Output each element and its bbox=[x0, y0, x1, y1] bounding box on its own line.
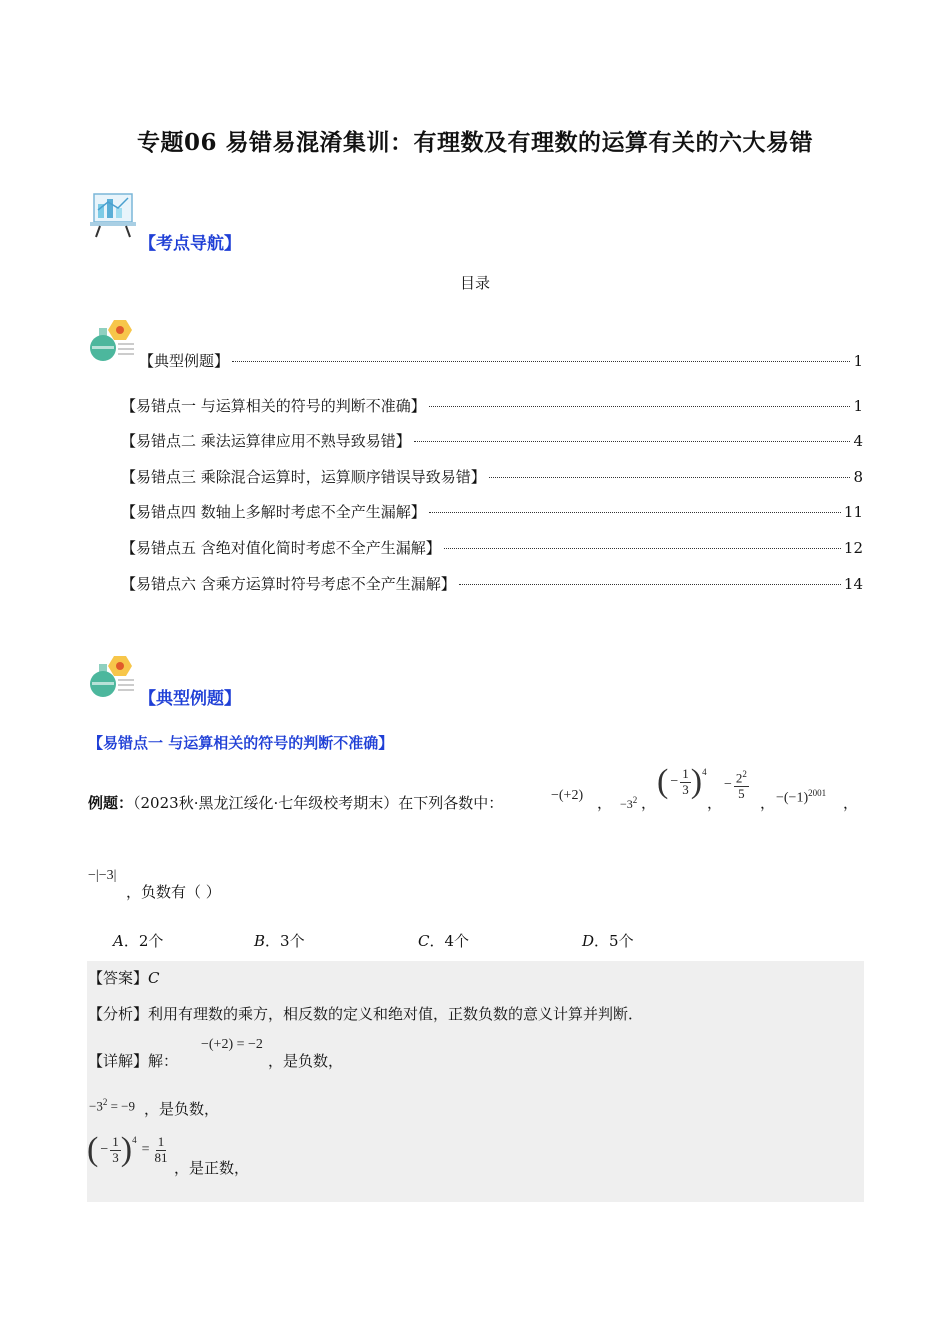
analysis-label: 【分析】 bbox=[88, 1005, 149, 1023]
frac-num: 1 bbox=[682, 766, 689, 782]
detail-label: 【详解】 bbox=[88, 1052, 149, 1070]
example-label bbox=[88, 792, 503, 813]
fraction bbox=[734, 770, 749, 801]
option-d[interactable] bbox=[582, 930, 634, 951]
right-paren: ) bbox=[690, 763, 703, 800]
comma: ， bbox=[707, 794, 723, 812]
left-paren: ( bbox=[87, 1131, 99, 1168]
toc-item-page: 4 bbox=[853, 432, 863, 450]
comma: ， bbox=[760, 794, 776, 812]
analysis-text: 利用有理数的乘方，相反数的定义和绝对值，正数负数的意义计算并判断． bbox=[148, 1005, 644, 1023]
option-text: ．5个 bbox=[594, 932, 634, 950]
toc-item-label: 【典型例题】 bbox=[139, 352, 230, 370]
fraction bbox=[110, 1135, 121, 1165]
frac-num bbox=[734, 770, 749, 787]
page-title: 专题06 易错易混淆集训：有理数及有理数的运算有关的六大易错 bbox=[136, 129, 813, 156]
nav-heading: 【考点导航】 bbox=[139, 234, 241, 254]
option-text: ．4个 bbox=[429, 932, 470, 950]
option-c[interactable] bbox=[418, 930, 469, 951]
answer-label: 【答案】 bbox=[88, 969, 149, 987]
toc-item-page: 11 bbox=[843, 503, 863, 521]
math-base: 2 bbox=[735, 770, 743, 786]
frac-den: 81 bbox=[154, 1149, 168, 1165]
toc-leader-dots bbox=[489, 477, 851, 478]
toc-item-label: 【易错点二 乘法运算律应用不熟导致易错】 bbox=[121, 432, 411, 450]
example-label-text: 例题： bbox=[88, 794, 134, 812]
toc-item-page: 12 bbox=[843, 539, 863, 557]
toc-item-label: 【易错点四 数轴上多解时考虑不全产生漏解】 bbox=[121, 503, 426, 521]
math-exp: 2 bbox=[632, 795, 638, 805]
answer-line bbox=[88, 967, 160, 988]
math-base: −3 bbox=[89, 1098, 103, 1114]
fraction bbox=[154, 1135, 167, 1165]
toc-leader-dots bbox=[414, 441, 851, 442]
math-minus: − bbox=[670, 774, 679, 789]
math-neg-frac-2sq-5 bbox=[724, 770, 749, 801]
toc-item[interactable] bbox=[121, 537, 863, 558]
toc-item-page: 1 bbox=[853, 352, 863, 370]
math-exp: 4 bbox=[702, 767, 707, 777]
math-detail-3 bbox=[87, 1133, 167, 1167]
math-base: −3 bbox=[620, 797, 633, 811]
toc-item-label: 【易错点五 含绝对值化简时考虑不全产生漏解】 bbox=[121, 539, 441, 557]
math-rhs: = −9 bbox=[107, 1098, 136, 1114]
toc-leader-dots bbox=[429, 512, 841, 513]
math-exp: 4 bbox=[132, 1135, 137, 1145]
math-exp: 2 bbox=[742, 769, 747, 779]
detail-1-text: ，是负数， bbox=[268, 1052, 344, 1070]
frac-den: 5 bbox=[738, 785, 745, 801]
toc-leader-dots bbox=[444, 548, 841, 549]
toc-item[interactable] bbox=[121, 395, 863, 416]
math-minus: − bbox=[100, 1142, 109, 1157]
analysis-line bbox=[88, 1003, 643, 1024]
math-neg-neg1-pow2001 bbox=[776, 788, 826, 807]
math-base: −(−1) bbox=[776, 790, 809, 806]
easel-icon bbox=[88, 190, 138, 238]
toc-item[interactable] bbox=[139, 350, 863, 371]
option-letter: C bbox=[418, 932, 430, 950]
toc-item-page: 1 bbox=[853, 397, 863, 415]
toc-item-label: 【易错点六 含乘方运算时符号考虑不全产生漏解】 bbox=[121, 575, 456, 593]
detail-line bbox=[88, 1050, 178, 1071]
toc-item-page: 14 bbox=[843, 575, 863, 593]
right-paren: ) bbox=[120, 1131, 133, 1168]
toc-item[interactable] bbox=[121, 573, 863, 594]
option-letter: B bbox=[254, 932, 266, 950]
math-exp: 2001 bbox=[808, 788, 827, 798]
detail-2-text: ，是负数， bbox=[144, 1100, 220, 1118]
answer-value: C bbox=[148, 969, 160, 987]
left-paren: ( bbox=[657, 763, 669, 800]
option-letter: D bbox=[582, 932, 595, 950]
math-equals: = bbox=[141, 1142, 150, 1157]
option-b[interactable] bbox=[254, 930, 305, 951]
frac-den: 3 bbox=[112, 1149, 119, 1165]
toc-leader-dots bbox=[232, 361, 850, 362]
math-neg3-squared bbox=[620, 795, 637, 812]
toc-item-label: 【易错点一 与运算相关的符号的判断不准确】 bbox=[121, 397, 426, 415]
frac-num: 1 bbox=[112, 1134, 119, 1150]
fraction bbox=[680, 767, 691, 797]
math-detail-2 bbox=[89, 1097, 135, 1114]
option-text: ．3个 bbox=[265, 932, 305, 950]
example-source: （2023秋·黑龙江绥化·七年级校考期末）在下列各数中： bbox=[133, 794, 504, 812]
option-letter: A bbox=[113, 932, 124, 950]
toc-leader-dots bbox=[459, 584, 841, 585]
math-minus: − bbox=[724, 777, 732, 793]
toc-item[interactable] bbox=[121, 466, 863, 487]
math-detail-1: −(+2) = −2 bbox=[201, 1037, 263, 1052]
toc-item[interactable] bbox=[121, 501, 863, 522]
detail-intro: 解： bbox=[148, 1052, 179, 1070]
flask-icon bbox=[88, 318, 136, 364]
toc-leader-dots bbox=[429, 406, 851, 407]
comma: ， bbox=[641, 794, 657, 812]
toc-item[interactable] bbox=[121, 430, 863, 451]
frac-num: 1 bbox=[157, 1134, 165, 1150]
question-text: ，负数有（ ） bbox=[126, 883, 221, 901]
math-neg-abs-neg3: −|−3| bbox=[88, 868, 117, 883]
frac-den: 3 bbox=[682, 781, 689, 797]
toc-item-page: 8 bbox=[853, 468, 863, 486]
comma: ， bbox=[597, 794, 613, 812]
option-text: ．2个 bbox=[123, 932, 164, 950]
detail-3-text: ，是正数， bbox=[174, 1159, 250, 1177]
section-heading: 【典型例题】 bbox=[139, 689, 241, 709]
subsection-heading: 【易错点一 与运算相关的符号的判断不准确】 bbox=[88, 734, 394, 752]
flask-icon bbox=[88, 654, 136, 700]
toc-item-label: 【易错点三 乘除混合运算时，运算顺序错误导致易错】 bbox=[121, 468, 486, 486]
option-a[interactable] bbox=[113, 930, 163, 951]
toc-title: 目录 bbox=[459, 274, 490, 292]
math-exp: 2 bbox=[102, 1097, 108, 1107]
math-neg-third-pow4 bbox=[657, 765, 707, 799]
math-neg-plus2: −(+2) bbox=[551, 788, 584, 803]
comma: ， bbox=[843, 794, 859, 812]
